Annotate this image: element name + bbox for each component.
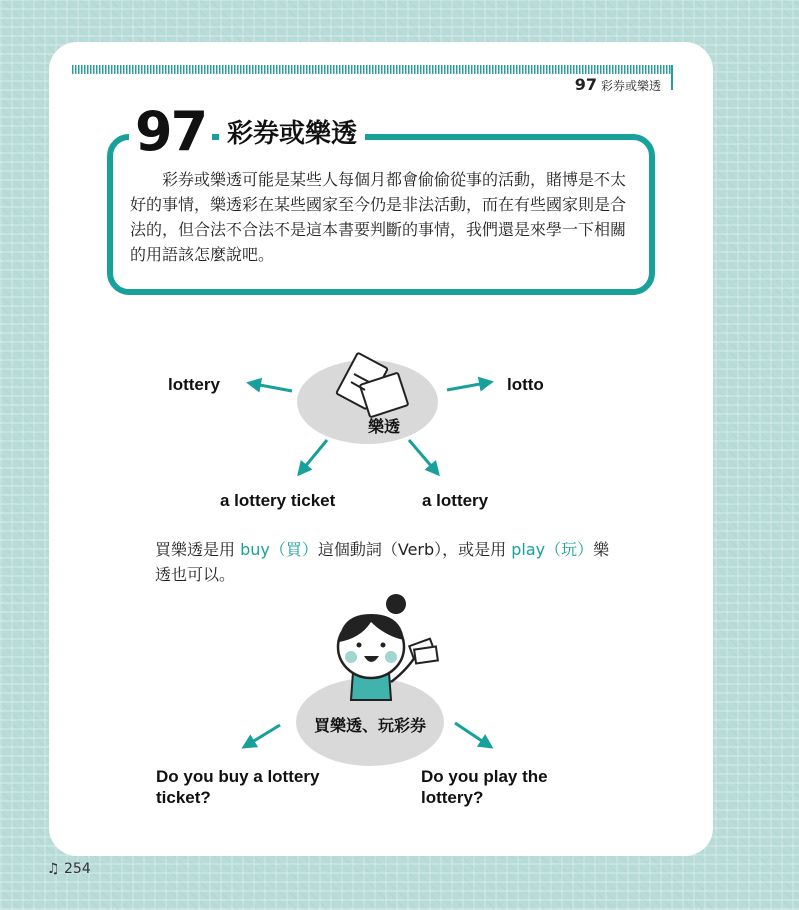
- running-header-title: 彩券或樂透: [600, 79, 661, 93]
- arrow-to-a-lottery: [409, 440, 438, 474]
- diagram2-center-label: 買樂透、玩彩券: [313, 716, 426, 735]
- question-play: Do you play the lottery?: [421, 767, 548, 807]
- note-part1: 買樂透是用: [155, 540, 241, 559]
- arrow-to-lotto: [447, 382, 491, 390]
- lesson-title: 彩券或樂透: [219, 114, 365, 154]
- note-part2: 這個動詞（Verb），或是用: [317, 540, 512, 559]
- arrow-to-play-question: [455, 723, 491, 747]
- diagram1-center-label: 樂透: [367, 417, 400, 436]
- running-header-number: 97: [574, 75, 597, 94]
- music-note-icon: ♫: [47, 861, 60, 877]
- note-play: play（玩）: [511, 540, 594, 559]
- lesson-number: 97: [129, 102, 212, 162]
- page-number: [47, 861, 91, 877]
- arrow-to-lottery: [249, 383, 292, 391]
- book-page: [49, 42, 713, 856]
- note-buy: buy（買）: [240, 540, 318, 559]
- lottery-tickets-icon: [336, 353, 408, 418]
- girl-holding-tickets-icon: [338, 594, 438, 700]
- word-lottery: lottery: [168, 375, 220, 394]
- usage-note: [155, 537, 625, 587]
- question-buy: Do you buy a lottery ticket?: [156, 767, 320, 807]
- arrow-to-buy-question: [244, 725, 280, 747]
- word-lottery-ticket: a lottery ticket: [220, 491, 336, 510]
- word-lotto: lotto: [507, 375, 544, 394]
- page-number-text: 254: [64, 861, 91, 877]
- word-a-lottery: a lottery: [422, 491, 489, 510]
- note-part3: 樂透也可以。: [155, 540, 610, 584]
- arrow-to-lottery-ticket: [299, 440, 327, 474]
- lesson-intro-text: 彩券或樂透可能是某些人每個月都會偷偷從事的活動，賭博是不太好的事情，樂透彩在某些國家至今仍是非法活動，而在有些國家則是合法的，但合法不合法不是這本書要判斷的事情，我們還是來學一下相關的用語該怎麼說吧。: [130, 170, 627, 264]
